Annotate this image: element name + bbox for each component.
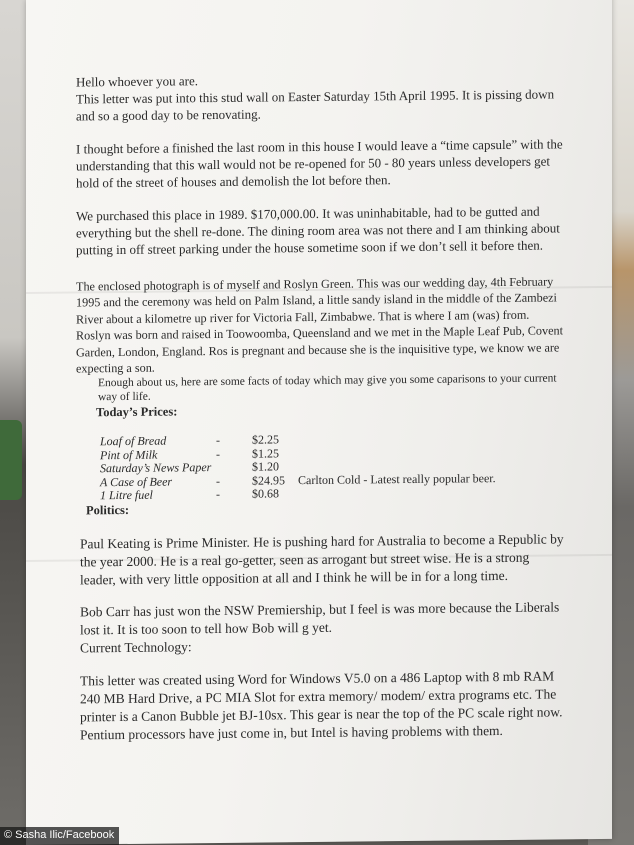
greeting: Hello whoever you are. xyxy=(76,73,199,90)
price-item: 1 Litre fuel xyxy=(100,487,153,503)
intro-paragraph: This letter was put into this stud wall on Easter Saturday 15th April 1995. It is pissing down and so a good day to be renovating. xyxy=(76,86,555,124)
price-separator: - xyxy=(216,473,220,488)
facts-intro: Enough about us, here are some facts of today which may give you some caparisons to your current way of life. xyxy=(98,372,557,404)
keating-paragraph: Paul Keating is Prime Minister. He is pushing hard for Australia to become a Republic by the year 2000. He is a real go-getter, seen as arrogant but street wise. He is a strong leader, with very little opposition at all and I think he will be in for a long time. xyxy=(80,531,564,588)
prices-heading: Today’s Prices: xyxy=(96,404,178,420)
price-separator: - xyxy=(216,487,220,502)
time-capsule-paragraph: I thought before a finished the last room in this house I would leave a “time capsule” with the understanding that this wall would not be re-opened for 50 - 80 years unless developers get hold of the street of houses and demolish the lot before then. xyxy=(76,136,563,191)
price-note: Carlton Cold - Latest really popular beer. xyxy=(298,470,496,487)
price-value: $24.95 xyxy=(252,472,285,488)
price-value: $0.68 xyxy=(252,486,279,501)
purchase-paragraph: We purchased this place in 1989. $170,000.00. It was uninhabitable, had to be gutted and everything but the shell re-done. The dining room area was not there and I am thinking about putting in off street parking under the house sometime soon if we don’t sell it before then. xyxy=(76,203,560,258)
price-item: Saturday’s News Paper xyxy=(100,460,212,476)
prices-list xyxy=(76,431,564,503)
price-item: A Case of Beer xyxy=(100,474,173,489)
photograph-paragraph: The enclosed photograph is of myself and Roslyn Green. This was our wedding day, 4th February 1995 and the ceremony was held on Palm Island, a little sandy island in the middle of the Zambezi River about a kilometre up river for Victoria Fall, Zimbabwe. That is where I am (was) from. Roslyn was born and raised in Toowoomba, Queensland and we met in the Maple Leaf Pub, Covent Garden, London, England. Ros is pregnant and because she is the inquisitive type, we know we are expecting a son. xyxy=(76,274,563,376)
letter-sheet xyxy=(26,0,612,845)
letter-content xyxy=(76,68,564,745)
price-note xyxy=(298,484,564,500)
price-item: Loaf of Bread xyxy=(100,433,167,449)
price-value: $2.25 xyxy=(252,432,279,448)
technology-paragraph: This letter was created using Word for Windows V5.0 on a 486 Laptop with 8 mb RAM 240 MB Hard Drive, a PC MIA Slot for extra memory/ modem/ extra programs etc. The printer is a Canon Bubble jet BJ-10sx. This gear is near the top of the PC scale right now. Pentium processors have just come in, but Intel is having problems with them. xyxy=(80,668,563,743)
price-value: $1.20 xyxy=(252,459,279,474)
price-separator: - xyxy=(216,433,220,448)
background-object xyxy=(0,420,22,500)
price-separator: - xyxy=(216,446,220,461)
photo-credit: © Sasha Ilic/Facebook xyxy=(0,827,119,845)
technology-heading: Current Technology: xyxy=(80,639,192,656)
price-value: $1.25 xyxy=(252,446,279,461)
politics-heading: Politics: xyxy=(86,503,130,518)
carr-paragraph: Bob Carr has just won the NSW Premiership, but I feel is was more because the Liberals lost it. It is too soon to tell how Bob will g yet. xyxy=(80,599,560,638)
price-item: Pint of Milk xyxy=(100,447,158,463)
